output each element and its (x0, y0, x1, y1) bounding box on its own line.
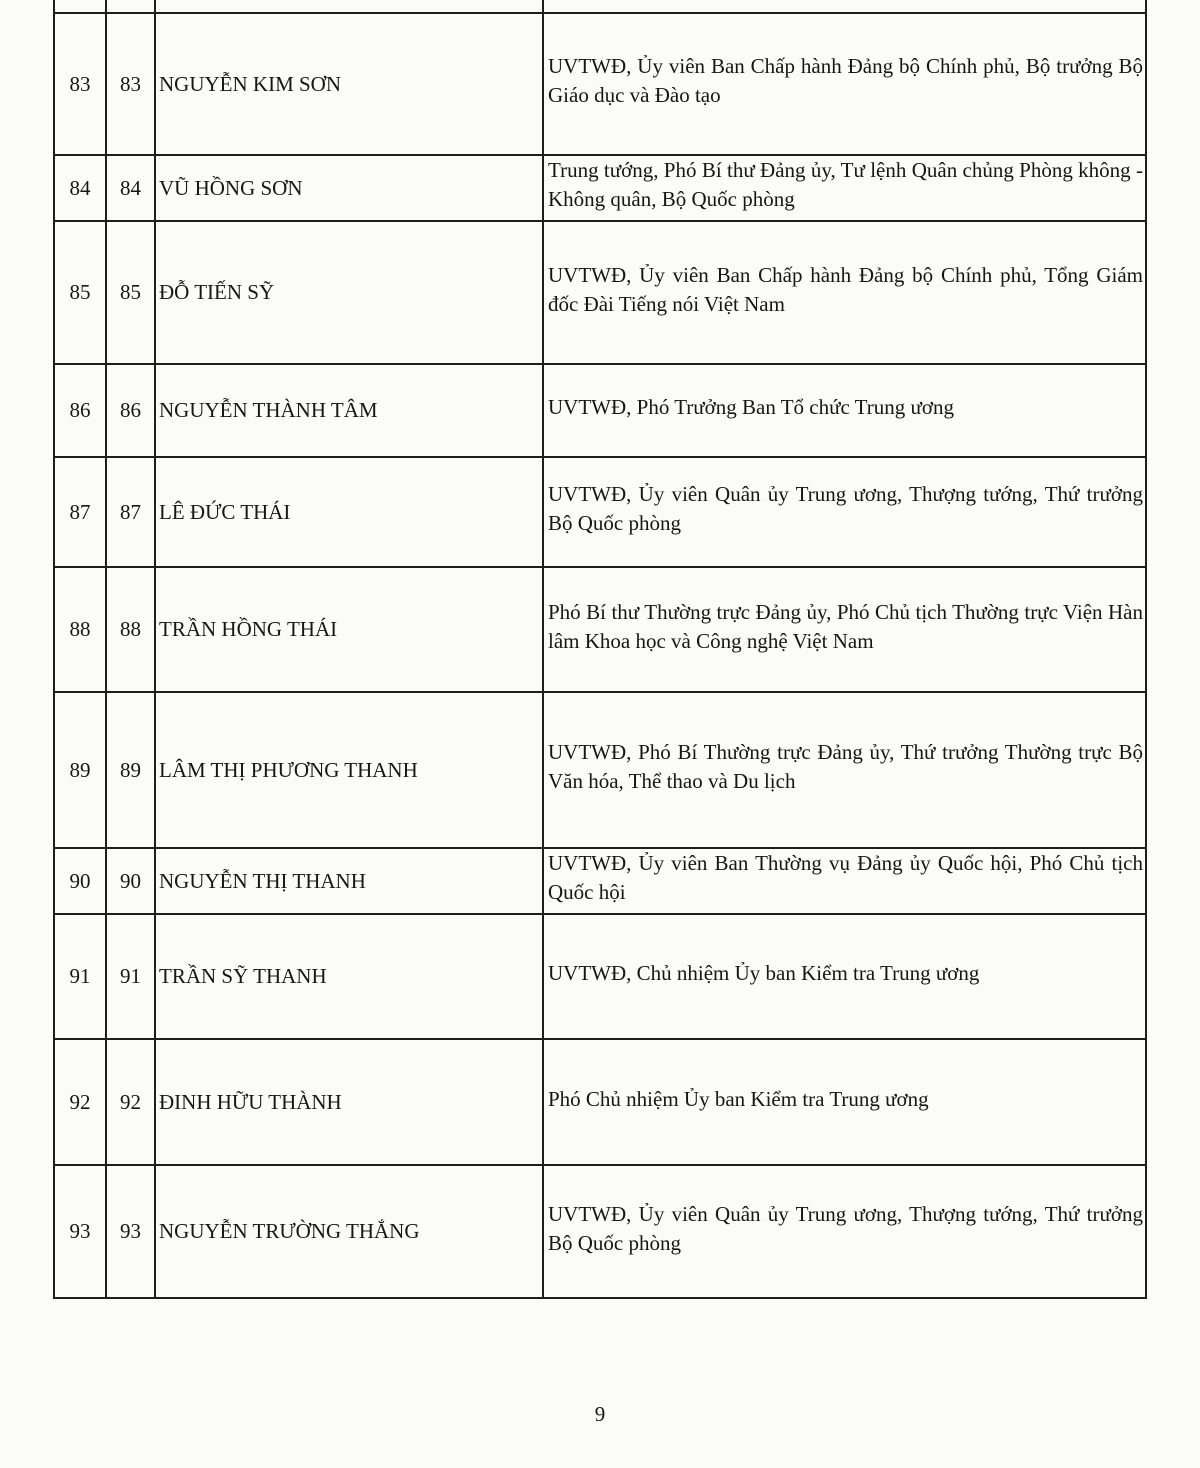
table-row (54, 567, 1146, 692)
row-stt: 87 (54, 457, 106, 567)
row-number: 84 (106, 155, 155, 221)
row-name: NGUYỄN TRƯỜNG THẮNG (155, 1165, 543, 1298)
row-number: 92 (106, 1039, 155, 1165)
row-stt: 91 (54, 914, 106, 1039)
table-row (54, 1039, 1146, 1165)
row-stt: 88 (54, 567, 106, 692)
table-row (54, 364, 1146, 457)
candidate-table (53, 0, 1147, 1299)
row-name: TRẦN HỒNG THÁI (155, 567, 543, 692)
row-number: 86 (106, 364, 155, 457)
row-number: 91 (106, 914, 155, 1039)
row-position: UVTWĐ, Phó Trưởng Ban Tổ chức Trung ương (543, 364, 1146, 457)
row-position: Trung tướng, Phó Bí thư Đảng ủy, Tư lệnh Quân chủng Phòng không - Không quân, Bộ Quốc phòng (543, 155, 1146, 221)
table-row (54, 848, 1146, 914)
table-row-partial (54, 0, 1146, 13)
row-stt: 85 (54, 221, 106, 364)
row-position: UVTWĐ, Ủy viên Ban Chấp hành Đảng bộ Chính phủ, Tổng Giám đốc Đài Tiếng nói Việt Nam (543, 221, 1146, 364)
row-stt: 86 (54, 364, 106, 457)
row-name: NGUYỄN THỊ THANH (155, 848, 543, 914)
page-number: 9 (594, 1402, 606, 1426)
row-number: 87 (106, 457, 155, 567)
table-row (54, 692, 1146, 848)
table-row (54, 914, 1146, 1039)
row-position: UVTWĐ, Ủy viên Quân ủy Trung ương, Thượng tướng, Thứ trưởng Bộ Quốc phòng (543, 457, 1146, 567)
row-name: ĐINH HỮU THÀNH (155, 1039, 543, 1165)
row-stt: 84 (54, 155, 106, 221)
row-stt: 92 (54, 1039, 106, 1165)
row-position: Phó Chủ nhiệm Ủy ban Kiểm tra Trung ương (543, 1039, 1146, 1165)
table-row (54, 1165, 1146, 1298)
row-number: 89 (106, 692, 155, 848)
row-stt: 93 (54, 1165, 106, 1298)
row-number: 88 (106, 567, 155, 692)
table-row (54, 155, 1146, 221)
row-name: LÊ ĐỨC THÁI (155, 457, 543, 567)
row-number: 83 (106, 13, 155, 155)
table-row (54, 457, 1146, 567)
row-name: NGUYỄN KIM SƠN (155, 13, 543, 155)
row-number: 93 (106, 1165, 155, 1298)
row-position: UVTWĐ, Chủ nhiệm Ủy ban Kiểm tra Trung ương (543, 914, 1146, 1039)
row-stt: 83 (54, 13, 106, 155)
row-number: 85 (106, 221, 155, 364)
row-stt: 89 (54, 692, 106, 848)
table-row (54, 13, 1146, 155)
row-position: Phó Bí thư Thường trực Đảng ủy, Phó Chủ tịch Thường trực Viện Hàn lâm Khoa học và Công nghệ Việt Nam (543, 567, 1146, 692)
row-name: LÂM THỊ PHƯƠNG THANH (155, 692, 543, 848)
row-name: TRẦN SỸ THANH (155, 914, 543, 1039)
row-position: UVTWĐ, Ủy viên Quân ủy Trung ương, Thượng tướng, Thứ trưởng Bộ Quốc phòng (543, 1165, 1146, 1298)
row-name: NGUYỄN THÀNH TÂM (155, 364, 543, 457)
row-stt: 90 (54, 848, 106, 914)
row-position: UVTWĐ, Ủy viên Ban Thường vụ Đảng ủy Quốc hội, Phó Chủ tịch Quốc hội (543, 848, 1146, 914)
row-position: UVTWĐ, Ủy viên Ban Chấp hành Đảng bộ Chính phủ, Bộ trưởng Bộ Giáo dục và Đào tạo (543, 13, 1146, 155)
row-number: 90 (106, 848, 155, 914)
row-name: ĐỖ TIẾN SỸ (155, 221, 543, 364)
row-position: UVTWĐ, Phó Bí Thường trực Đảng ủy, Thứ trưởng Thường trực Bộ Văn hóa, Thể thao và Du lịch (543, 692, 1146, 848)
table-row (54, 221, 1146, 364)
row-name: VŨ HỒNG SƠN (155, 155, 543, 221)
